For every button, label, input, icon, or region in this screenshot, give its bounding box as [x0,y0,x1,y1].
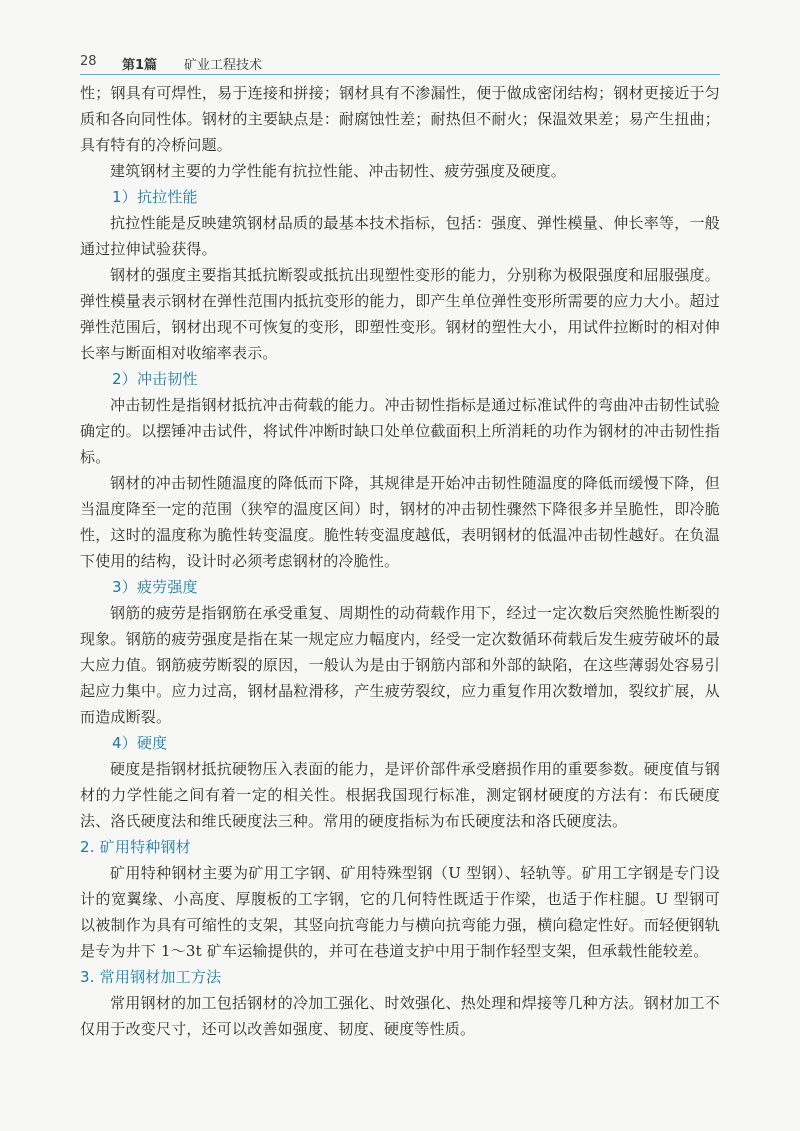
chapter-label: 第1篇 [122,58,158,73]
processing-heading: 3. 常用钢材加工方法 [80,968,222,986]
section-title: 矿业工程技术 [184,58,263,73]
hardness-paragraph-1: 硬度是指钢材抵抗硬物压入表面的能力，是评价部件承受磨损作用的重要参数。硬度值与钢材的力学性能之间有着一定的相关性。根据我国现行标准，测定钢材硬度的方法有：布氏硬度法、洛氏硬度法和维氏硬度法三种。常用的硬度指标为布氏硬度法和洛氏硬度法。 [80,760,720,830]
fatigue-paragraph-1: 钢筋的疲劳是指钢筋在承受重复、周期性的动荷载作用下，经过一定次数后突然脆性断裂的现象。钢筋的疲劳强度是指在某一规定应力幅度内，经受一定次数循环荷载后发生疲劳破坏的最大应力值。钢筋疲劳断裂的原因，一般认为是由于钢筋内部和外部的缺陷，在这些薄弱处容易引起应力集中。应力过高，钢材晶粒滑移，产生疲劳裂纹，应力重复作用次数增加，裂纹扩展，从而造成断裂。 [80,604,720,726]
tensile-heading: 1）抗拉性能 [112,188,198,206]
page-number: 28 [80,54,97,69]
impact-paragraph-2: 钢材的冲击韧性随温度的降低而下降，其规律是开始冲击韧性随温度的降低而缓慢下降，但当温度降至一定的范围（狭窄的温度区间）时，钢材的冲击韧性骤然下降很多并呈脆性，即冷脆性，这时的温度称为脆性转变温度。脆性转变温度越低，表明钢材的低温冲击韧性越好。在负温下使用的结构，设计时必须考虑钢材的冷脆性。 [80,474,720,570]
mining-steel-paragraph-1: 矿用特种钢材主要为矿用工字钢、矿用特殊型钢（U 型钢）、轻轨等。矿用工字钢是专门设计的宽翼缘、小高度、厚腹板的工字钢，它的几何特性既适于作梁，也适于作柱腿。U 型钢可以被制作为具有可缩性的支架，其竖向抗弯能力与横向抗弯能力强，横向稳定性好。而轻便钢轨是专为井下 1～3t 矿车运输提供的，并可在巷道支护中用于制作轻型支架，但承载性能较差。 [80,864,720,960]
overview-paragraph: 建筑钢材主要的力学性能有抗拉性能、冲击韧性、疲劳强度及硬度。 [110,162,567,180]
tensile-paragraph-2: 钢材的强度主要指其抵抗断裂或抵抗出现塑性变形的能力，分别称为极限强度和屈服强度。弹性模量表示钢材在弹性范围内抵抗变形的能力，即产生单位弹性变形所需要的应力大小。超过弹性范围后，钢材出现不可恢复的变形，即塑性变形。钢材的塑性大小，用试件拉断时的相对伸长率与断面相对收缩率表示。 [80,266,720,362]
impact-paragraph-1: 冲击韧性是指钢材抵抗冲击荷载的能力。冲击韧性指标是通过标准试件的弯曲冲击韧性试验确定的。以摆锤冲击试件，将试件冲断时缺口处单位截面积上所消耗的功作为钢材的冲击韧性指标。 [80,396,720,466]
mining-steel-heading: 2. 矿用特种钢材 [80,838,191,856]
page-header [80,52,720,74]
fatigue-heading: 3）疲劳强度 [112,578,198,596]
page-body [80,80,720,1042]
intro-paragraph: 性；钢具有可焊性，易于连接和拼接；钢材具有不渗漏性，便于做成密闭结构；钢材更接近于匀质和各向同性体。钢材的主要缺点是：耐腐蚀性差；耐热但不耐火；保温效果差；易产生扭曲；具有特有的冷桥问题。 [80,84,720,154]
impact-heading: 2）冲击韧性 [112,370,198,388]
processing-paragraph-1: 常用钢材的加工包括钢材的冷加工强化、时效强化、热处理和焊接等几种方法。钢材加工不仅用于改变尺寸，还可以改善如强度、韧度、硬度等性质。 [80,994,720,1038]
tensile-paragraph-1: 抗拉性能是反映建筑钢材品质的最基本技术指标，包括：强度、弹性模量、伸长率等，一般通过拉伸试验获得。 [80,214,720,258]
header-divider [80,74,720,75]
hardness-heading: 4）硬度 [112,734,168,752]
